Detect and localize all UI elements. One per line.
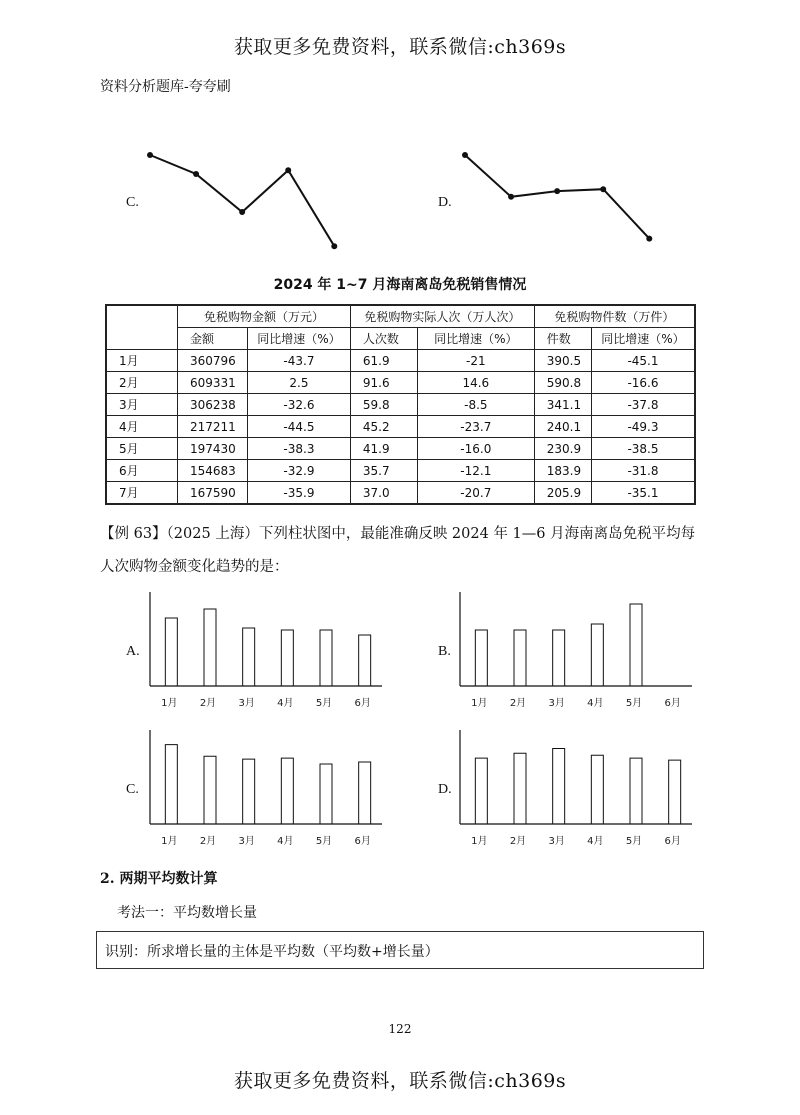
tick-label: 6月: [664, 698, 681, 709]
bar: [204, 609, 216, 686]
table-cell: -44.5: [247, 416, 350, 438]
bar: [591, 624, 603, 686]
table-row: [106, 460, 695, 482]
bar: [359, 635, 371, 686]
trend-point: [554, 188, 560, 194]
subheader: 同比增速（%）: [247, 328, 350, 350]
option-d-line-label: D.: [438, 195, 452, 210]
option-a-bar-chart: [150, 592, 390, 717]
option-d-label: D.: [438, 782, 452, 797]
option-c-line-chart: [140, 145, 350, 260]
option-a-label: A.: [126, 644, 140, 659]
table-cell: 306238: [178, 394, 248, 416]
subheader: 金额: [178, 328, 248, 350]
group-header-amount: 免税购物金额（万元）: [178, 305, 351, 328]
tick-label: 1月: [471, 836, 488, 847]
tick-label: 6月: [354, 836, 371, 847]
tick-label: 1月: [161, 698, 178, 709]
bar: [243, 628, 255, 686]
table-cell: 609331: [178, 372, 248, 394]
top-banner: 获取更多免费资料，联系微信:ch369s: [233, 36, 567, 58]
option-c-line-label: C.: [126, 195, 139, 210]
table-cell: -20.7: [417, 482, 534, 505]
bar: [591, 755, 603, 824]
bottom-banner: 获取更多免费资料，联系微信:ch369s: [233, 1070, 567, 1092]
trend-line: [150, 155, 334, 246]
tick-label: 4月: [277, 698, 294, 709]
table-cell: -23.7: [417, 416, 534, 438]
bar: [630, 758, 642, 824]
method-title: 考法一：平均数增长量: [117, 905, 257, 921]
page-number: 122: [388, 1022, 412, 1036]
bar: [320, 630, 332, 686]
tick-label: 2月: [509, 836, 527, 847]
table-cell: 1月: [106, 350, 178, 372]
table-cell: 6月: [106, 460, 178, 482]
trend-point: [193, 171, 199, 177]
option-c-label: C.: [126, 782, 139, 797]
tick-label: 3月: [238, 836, 255, 847]
identification-box: 识别：所求增长量的主体是平均数（平均数+增长量）: [96, 931, 704, 969]
option-b-bar-chart: [460, 592, 700, 717]
bar: [204, 756, 216, 824]
subheader: 同比增速（%）: [417, 328, 534, 350]
tick-label: 1月: [161, 836, 178, 847]
bar: [514, 753, 526, 824]
table-cell: -16.0: [417, 438, 534, 460]
table-cell: 167590: [178, 482, 248, 505]
table-corner: [106, 305, 178, 350]
table-cell: -43.7: [247, 350, 350, 372]
trend-point: [600, 186, 606, 192]
tick-label: 3月: [238, 698, 255, 709]
tick-label: 4月: [587, 698, 604, 709]
table-cell: -31.8: [591, 460, 695, 482]
table-row: [106, 372, 695, 394]
table-title: 2024 年 1~7 月海南离岛免税销售情况: [273, 277, 527, 293]
bar: [475, 630, 487, 686]
table-cell: -38.3: [247, 438, 350, 460]
tick-label: 5月: [315, 698, 333, 709]
table-cell: -49.3: [591, 416, 695, 438]
table-cell: 197430: [178, 438, 248, 460]
tick-label: 6月: [354, 698, 371, 709]
bar: [475, 758, 487, 824]
tick-label: 1月: [471, 698, 488, 709]
subheader: 同比增速（%）: [591, 328, 695, 350]
table-cell: 360796: [178, 350, 248, 372]
table-cell: 341.1: [534, 394, 591, 416]
table-cell: -38.5: [591, 438, 695, 460]
tick-label: 2月: [509, 698, 527, 709]
breadcrumb: 资料分析题库-夸夸刷: [100, 79, 231, 95]
question-line-1: 【例 63】（2025 上海）下列柱状图中，最能准确反映 2024 年 1—6 月海南离岛免税平均每: [100, 526, 696, 542]
option-b-label: B.: [438, 644, 451, 659]
trend-point: [239, 209, 245, 215]
bar: [165, 745, 177, 824]
tick-label: 5月: [315, 836, 333, 847]
option-d-bar-chart: [460, 730, 700, 855]
table-cell: 230.9: [534, 438, 591, 460]
table-cell: 3月: [106, 394, 178, 416]
bar: [243, 759, 255, 824]
trend-point: [285, 167, 291, 173]
table-cell: 4月: [106, 416, 178, 438]
table-cell: -16.6: [591, 372, 695, 394]
table-cell: 91.6: [350, 372, 417, 394]
table-cell: -8.5: [417, 394, 534, 416]
sales-table: [105, 304, 696, 505]
trend-line: [465, 155, 649, 239]
table-cell: 35.7: [350, 460, 417, 482]
tick-label: 5月: [625, 836, 643, 847]
trend-point: [331, 243, 337, 249]
table-row: [106, 416, 695, 438]
table-cell: 2月: [106, 372, 178, 394]
table-cell: 217211: [178, 416, 248, 438]
table-cell: -12.1: [417, 460, 534, 482]
group-header-visits: 免税购物实际人次（万人次）: [350, 305, 534, 328]
group-header-items: 免税购物件数（万件）: [534, 305, 695, 328]
subheader: 件数: [534, 328, 591, 350]
table-cell: 183.9: [534, 460, 591, 482]
bar: [669, 760, 681, 824]
bar: [553, 630, 565, 686]
option-d-line-chart: [455, 145, 665, 260]
tick-label: 2月: [199, 836, 217, 847]
bar: [514, 630, 526, 686]
table-cell: 37.0: [350, 482, 417, 505]
table-cell: 61.9: [350, 350, 417, 372]
section-heading: 2. 两期平均数计算: [100, 871, 218, 887]
subheader: 人次数: [350, 328, 417, 350]
table-cell: 59.8: [350, 394, 417, 416]
table-row: [106, 482, 695, 505]
table-cell: 205.9: [534, 482, 591, 505]
table-cell: 154683: [178, 460, 248, 482]
trend-point: [462, 152, 468, 158]
table-cell: 41.9: [350, 438, 417, 460]
table-cell: -32.9: [247, 460, 350, 482]
table-cell: -35.9: [247, 482, 350, 505]
bar: [281, 758, 293, 824]
option-c-bar-chart: [150, 730, 390, 855]
bar: [281, 630, 293, 686]
table-cell: 2.5: [247, 372, 350, 394]
table-cell: 14.6: [417, 372, 534, 394]
table-cell: -35.1: [591, 482, 695, 505]
tick-label: 3月: [548, 698, 565, 709]
table-cell: 390.5: [534, 350, 591, 372]
table-cell: 7月: [106, 482, 178, 505]
table-cell: 240.1: [534, 416, 591, 438]
table-cell: 5月: [106, 438, 178, 460]
table-row: [106, 394, 695, 416]
table-cell: -45.1: [591, 350, 695, 372]
tick-label: 4月: [277, 836, 294, 847]
table-row: [106, 438, 695, 460]
tick-label: 5月: [625, 698, 643, 709]
tick-label: 6月: [664, 836, 681, 847]
question-line-2: 人次购物金额变化趋势的是：: [100, 559, 289, 575]
table-cell: 45.2: [350, 416, 417, 438]
table-cell: -21: [417, 350, 534, 372]
tick-label: 2月: [199, 698, 217, 709]
table-cell: -37.8: [591, 394, 695, 416]
tick-label: 4月: [587, 836, 604, 847]
bar: [320, 764, 332, 824]
trend-point: [147, 152, 153, 158]
bar: [359, 762, 371, 824]
bar: [553, 748, 565, 824]
table-row: [106, 350, 695, 372]
table-cell: -32.6: [247, 394, 350, 416]
bar: [630, 604, 642, 686]
trend-point: [508, 194, 514, 200]
table-cell: 590.8: [534, 372, 591, 394]
bar: [165, 618, 177, 686]
trend-point: [646, 236, 652, 242]
tick-label: 3月: [548, 836, 565, 847]
